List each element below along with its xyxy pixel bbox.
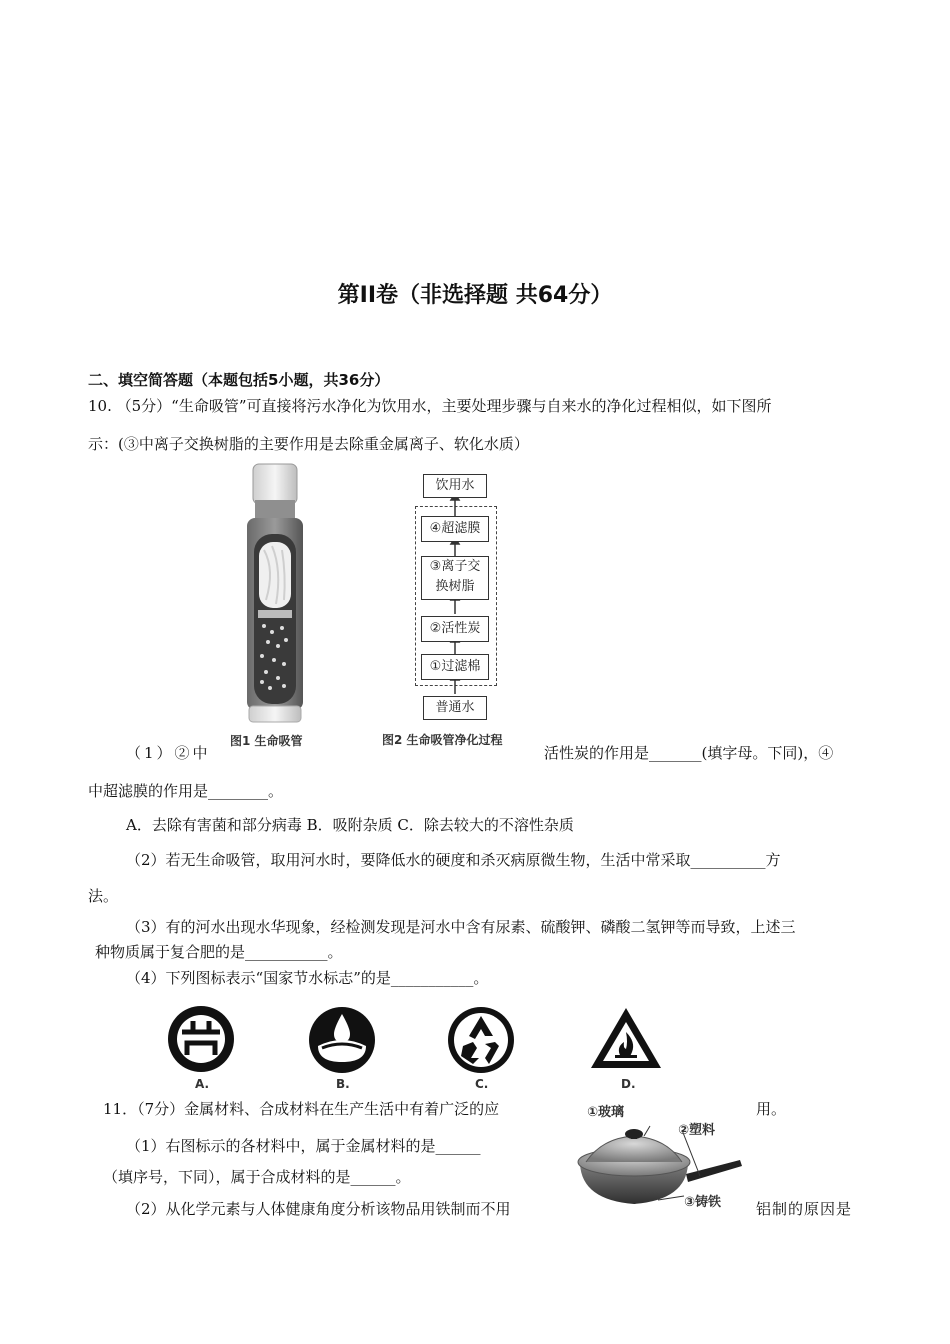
q11-p2-line1-end: 铝制的原因是 — [756, 1200, 853, 1218]
q10-p1-start: （1）②中 — [126, 744, 211, 762]
icon-b-water-drop — [306, 1004, 378, 1076]
flow-step-ultrafiltration: ④超滤膜 — [421, 516, 489, 542]
page-title: 第II卷（非选择题 共64分） — [337, 283, 613, 308]
q10-p1-end: 中超滤膜的作用是________。 — [88, 782, 284, 800]
icon-d-label: D. — [621, 1077, 636, 1091]
q11-p1-line1: （1）右图标示的各材料中，属于金属材料的是______ — [126, 1137, 481, 1155]
icon-a-label: A. — [195, 1077, 210, 1091]
flow-drinking-water: 饮用水 — [423, 474, 487, 498]
fig1-caption: 图1 生命吸管 — [230, 734, 303, 748]
pan-label-glass: ①玻璃 — [587, 1105, 625, 1120]
flow-step-cotton-filter: ①过滤棉 — [421, 654, 489, 680]
q10-p3-line1: （3）有的河水出现水华现象，经检测发现是河水中含有尿素、硫酸钾、磷酸二氢钾等而导致，上述三 — [126, 918, 796, 936]
q10-p2-line2: 法。 — [88, 887, 119, 905]
flow-ordinary-water: 普通水 — [423, 696, 487, 720]
q10-p2-line1: （2）若无生命吸管，取用河水时，要降低水的硬度和杀灭病原微生物，生活中常采取__________方 — [126, 851, 781, 869]
flow-step-ion-exchange-line2: 换树脂 — [435, 579, 475, 594]
flow-step-ion-exchange — [421, 556, 489, 600]
icon-d-fire-warning — [588, 1004, 664, 1072]
q11-line1-end: 用。 — [756, 1100, 787, 1118]
q10-p3-line2: 种物质属于复合肥的是___________。 — [95, 943, 343, 961]
section-heading: 二、填空简答题（本题包括5小题，共36分） — [88, 371, 390, 389]
icon-a-symbol — [165, 1003, 237, 1075]
q11-p1-line2: （填序号，下同），属于合成材料的是______。 — [103, 1168, 411, 1186]
q10-p1-middle: 活性炭的作用是_______(填字母。下同)，④ — [544, 744, 834, 762]
pan-label-cast-iron: ③铸铁 — [684, 1195, 722, 1210]
q11-p2-line1: （2）从化学元素与人体健康角度分析该物品用铁制而不用 — [126, 1200, 511, 1218]
flow-step-ion-exchange-line1: ③离子交 — [429, 559, 481, 574]
q10-options: A．去除有害菌和部分病毒 B．吸附杂质 C．除去较大的不溶性杂质 — [126, 816, 574, 834]
icon-c-recycle — [445, 1004, 517, 1076]
q10-p4: （4）下列图标表示“国家节水标志”的是___________。 — [126, 969, 489, 987]
pan-label-plastic: ②塑料 — [678, 1123, 716, 1138]
flow-step-activated-carbon: ②活性炭 — [421, 616, 489, 642]
q10-line2: 示：(③中离子交换树脂的主要作用是去除重金属离子、软化水质） — [88, 435, 529, 453]
icon-c-label: C. — [475, 1077, 489, 1091]
q11-line1: 11．（7分）金属材料、合成材料在生产生活中有着广泛的应 — [103, 1100, 500, 1118]
life-straw-image — [240, 460, 310, 725]
fig2-caption: 图2 生命吸管净化过程 — [382, 733, 503, 747]
icon-b-label: B. — [336, 1077, 350, 1091]
q10-line1: 10. （5分）“生命吸管”可直接将污水净化为饮用水，主要处理步骤与自来水的净化过程相似，如下图所 — [88, 397, 772, 415]
